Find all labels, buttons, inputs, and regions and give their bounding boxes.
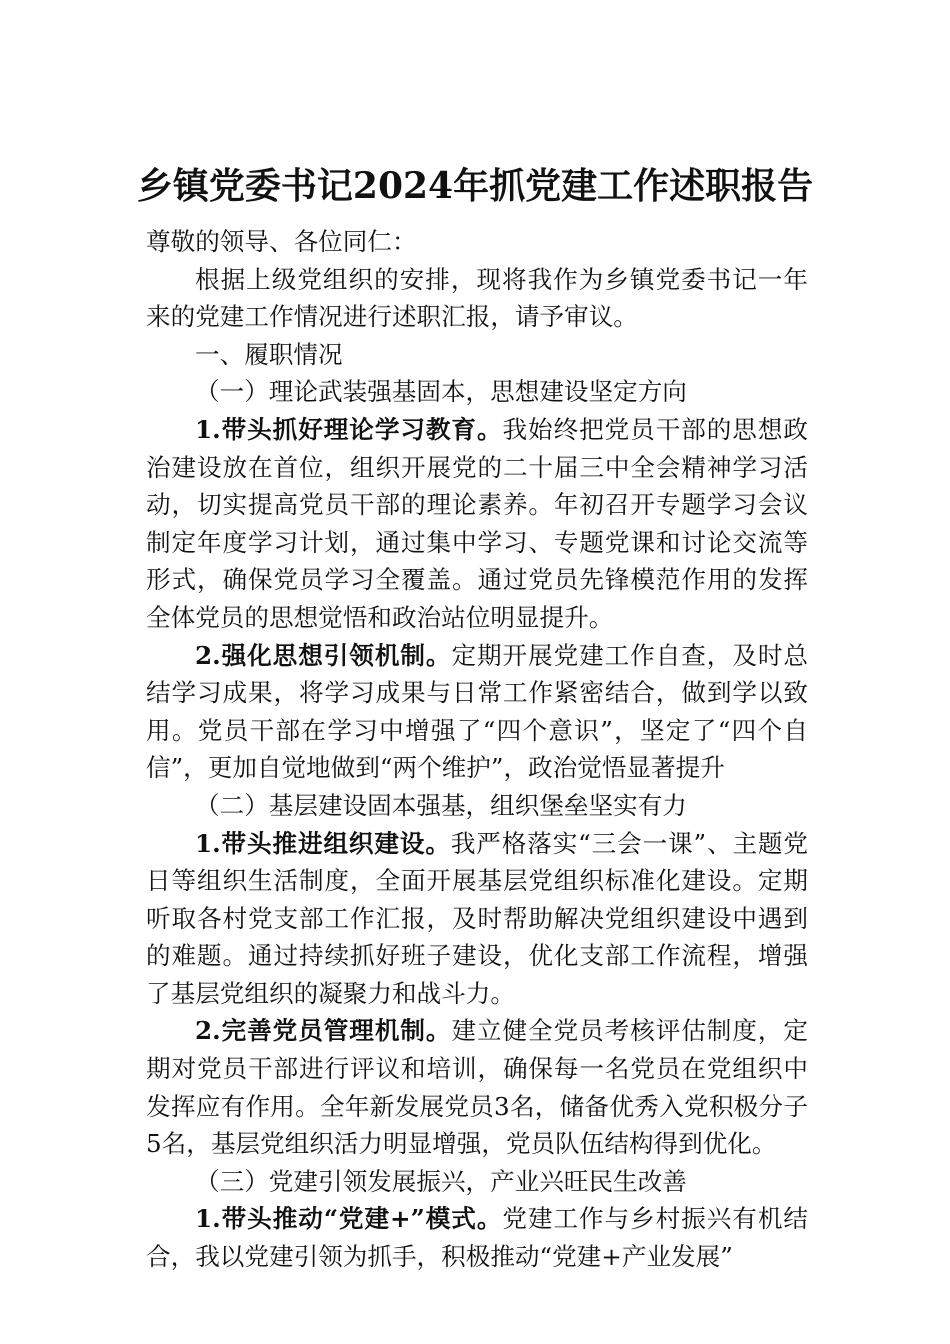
paragraph-lead: 2.强化思想引领机制。 xyxy=(195,640,452,670)
paragraph-text: 建立健全党员考核评估制度，定期对党员干部进行评议和培训，确保每一名党员在党组织中发挥应有作用。全年新发展党员3名，储备优秀入党积极分子5名，基层党组织活力明显增强，党员队伍结构得到优化。 xyxy=(146,1016,808,1159)
paragraph-1-2 xyxy=(146,637,808,787)
section-heading-1: 一、履职情况 xyxy=(195,339,343,369)
paragraph-2-2 xyxy=(146,1012,808,1162)
paragraph-3-1 xyxy=(146,1200,808,1275)
paragraph-lead: 1.带头推进组织建设。 xyxy=(195,828,451,858)
subsection-heading-3: （三）党建引领发展振兴，产业兴旺民生改善 xyxy=(195,1166,687,1196)
paragraph-lead: 2.完善党员管理机制。 xyxy=(195,1016,452,1046)
intro-paragraph: 根据上级党组织的安排，现将我作为乡镇党委书记一年来的党建工作情况进行述职汇报，请予审议。 xyxy=(146,264,808,332)
paragraph-lead: 1.带头抓好理论学习教育。 xyxy=(195,414,503,444)
document-title: 乡镇党委书记2024年抓党建工作述职报告 xyxy=(136,165,814,207)
paragraph-1-1 xyxy=(146,411,808,637)
paragraph-2-1 xyxy=(146,825,808,1013)
paragraph-text: 定期开展党建工作自查，及时总结学习成果，将学习成果与日常工作紧密结合，做到学以致用。党员干部在学习中增强了“四个意识”，坚定了“四个自信”，更加自觉地做到“两个维护”，政治觉悟显著提升 xyxy=(146,640,808,783)
salutation: 尊敬的领导、各位同仁： xyxy=(146,227,417,256)
subsection-heading-2: （二）基层建设固本强基，组织堡垒坚实有力 xyxy=(195,790,687,820)
paragraph-text: 我严格落实“三会一课”、主题党日等组织生活制度，全面开展基层党组织标准化建设。定期听取各村党支部工作汇报，及时帮助解决党组织建设中遇到的难题。通过持续抓好班子建设，优化支部工作流程，增强了基层党组织的凝聚力和战斗力。 xyxy=(146,828,808,1008)
paragraph-text: 党建工作与乡村振兴有机结合，我以党建引领为抓手，积极推动“党建+产业发展” xyxy=(146,1204,808,1272)
document-body xyxy=(146,223,808,1276)
paragraph-text: 我始终把党员干部的思想政治建设放在首位，组织开展党的二十届三中全会精神学习活动，切实提高党员干部的理论素养。年初召开专题学习会议制定年度学习计划，通过集中学习、专题党课和讨论交流等形式，确保党员学习全覆盖。通过党员先锋模范作用的发挥全体党员的思想觉悟和政治站位明显提升。 xyxy=(146,414,808,632)
subsection-heading-1: （一）理论武装强基固本，思想建设坚定方向 xyxy=(195,377,687,407)
paragraph-lead: 1.带头推动“党建+”模式。 xyxy=(195,1204,503,1234)
